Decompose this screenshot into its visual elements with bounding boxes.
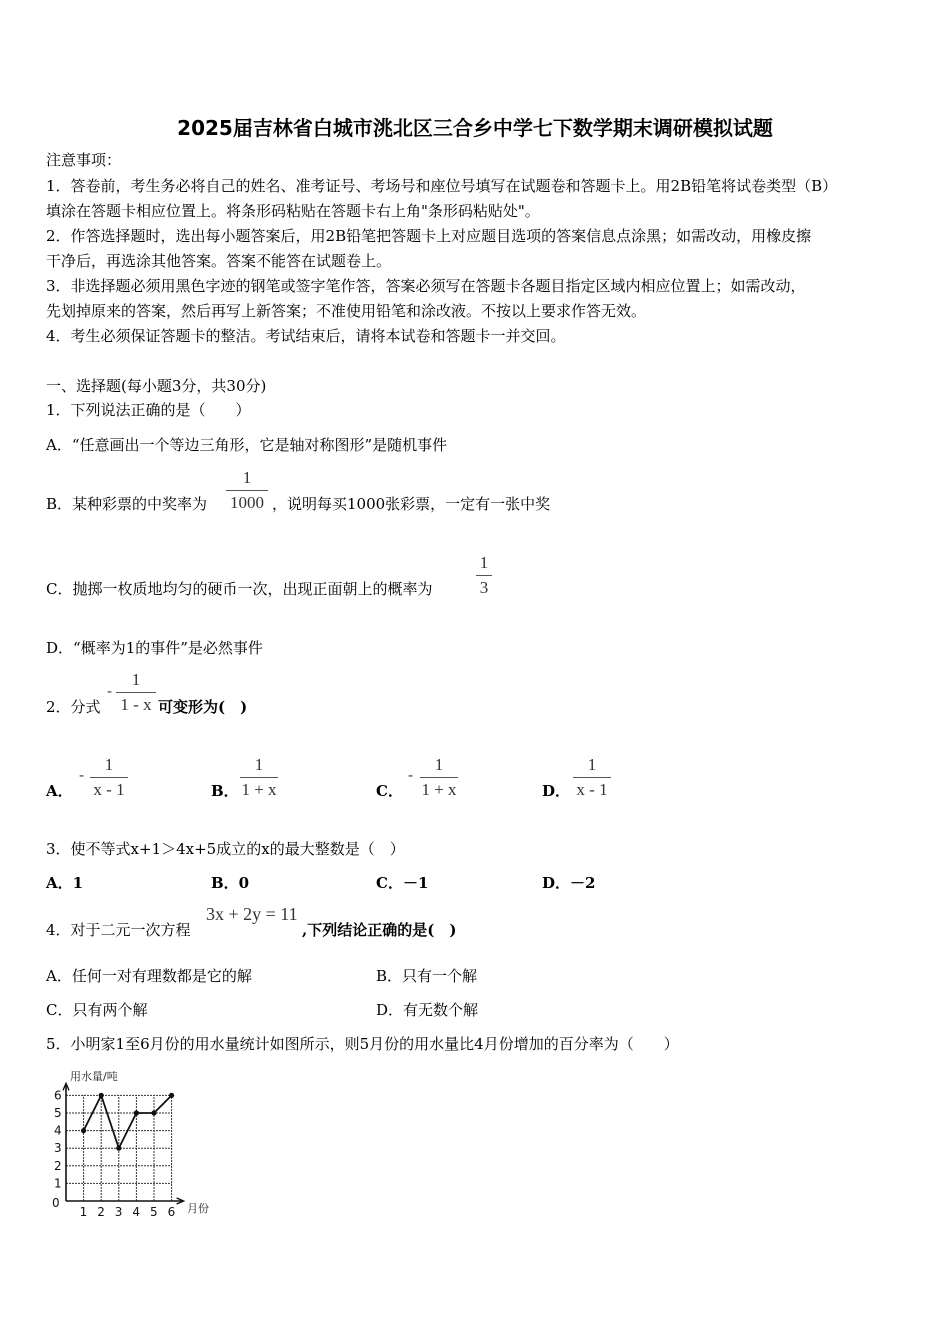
chart-y-axis-label: 用水量/吨 [70,1070,118,1083]
fraction-numerator: 1 [479,553,489,572]
data-point [99,1093,104,1098]
y-tick-label: 0 [52,1196,60,1210]
y-tick-label: 1 [54,1176,62,1191]
fraction-denominator: 1 + x [421,780,457,799]
x-tick-label: 1 [79,1205,88,1219]
question-2-prefix: 2．分式 [46,698,101,716]
y-tick-label: 3 [54,1141,62,1156]
fraction-denominator: 1 - x [120,695,152,714]
data-point [134,1110,139,1115]
question-1-option-d: D．“概率为1的事件”是必然事件 [46,639,263,657]
x-tick-label: 5 [150,1205,158,1219]
x-tick-label: 4 [132,1205,141,1219]
question-2-option-a-sign: - [79,766,85,784]
notice-line: 3．非选择题必须用黑色字迹的钢笔或签字笔作答，答案必须写在答题卡各题目指定区域内相应位置上；如需改动， [46,277,806,295]
question-2-suffix: 可变形为( ) [158,698,248,716]
data-point [81,1128,86,1133]
question-3-stem: 3．使不等式x+1＞4x+5成立的x的最大整数是（ ） [46,840,405,858]
question-5-stem: 5．小明家1至6月份的用水量统计如图所示，则5月份的用水量比4月份增加的百分率为（ ） [46,1035,679,1053]
y-tick-label: 2 [54,1158,62,1173]
section-heading: 一、选择题(每小题3分，共30分) [46,377,267,395]
y-tick-label: 4 [54,1123,62,1138]
question-2-option-c-label: C． [376,782,403,800]
notice-line: 干净后，再选涂其他答案。答案不能答在试题卷上。 [46,252,392,270]
question-1-option-c-fraction [476,553,492,598]
notice-heading: 注意事项： [46,151,122,169]
question-1-option-b-suffix: ，说明每买1000张彩票，一定有一张中奖 [272,495,551,513]
x-tick-label: 2 [97,1205,105,1219]
question-4-prefix: 4．对于二元一次方程 [46,921,191,939]
question-1-option-a: A．“任意画出一个等边三角形，它是轴对称图形”是随机事件 [46,436,448,454]
notice-line: 2．作答选择题时，选出每小题答案后，用2B铅笔把答题卡上对应题目选项的答案信息点涂黑；如需改动，用橡皮擦 [46,227,812,245]
water-usage-line [84,1095,172,1148]
fraction-numerator: 1 [587,755,597,774]
fraction-numerator: 1 [434,755,444,774]
fraction-numerator: 1 [131,670,141,689]
question-1-option-b-fraction [226,468,268,513]
data-point [169,1093,174,1098]
water-usage-chart [40,1062,230,1222]
notice-line: 填涂在答题卡相应位置上。将条形码粘贴在答题卡右上角"条形码粘贴处"。 [46,202,540,220]
question-4-equation: 3x + 2y = 11 [206,904,298,924]
question-4-option-a: A．任何一对有理数都是它的解 [46,967,252,985]
fraction-denominator: x - 1 [93,780,125,799]
question-4-option-c: C．只有两个解 [46,1001,148,1019]
fraction-numerator: 1 [104,755,114,774]
notice-line: 1．答卷前，考生务必将自己的姓名、准考证号、考场号和座位号填写在试题卷和答题卡上。用2B铅笔将试卷类型（B） [46,177,838,195]
question-1-stem: 1．下列说法正确的是（ ） [46,401,251,419]
question-2-option-c-sign: - [408,766,414,784]
question-2-option-d-fraction [573,755,611,800]
fraction-denominator: 1 + x [241,780,277,799]
question-2-option-b-fraction [240,755,278,800]
question-1-option-c-prefix: C．抛掷一枚质地均匀的硬币一次，出现正面朝上的概率为 [46,580,433,598]
notice-line: 4．考生必须保证答题卡的整洁。考试结束后，请将本试卷和答题卡一并交回。 [46,327,566,345]
x-tick-label: 3 [114,1205,123,1219]
question-3-option-b: B．0 [211,874,250,892]
fraction-denominator: x - 1 [576,780,608,799]
question-2-minus-sign: - [107,682,113,700]
question-4-suffix: ,下列结论正确的是( ) [302,921,457,939]
question-3-option-c: C．－1 [376,874,429,892]
y-tick-label: 6 [54,1088,62,1103]
question-1-option-b-prefix: B．某种彩票的中奖率为 [46,495,208,513]
question-2-option-a-fraction [90,755,128,800]
fraction-denominator: 3 [479,578,489,597]
question-2-fraction [116,670,156,715]
chart-ticks [52,1088,175,1219]
y-tick-label: 5 [54,1106,62,1120]
question-2-option-b-label: B． [211,782,239,800]
page-title: 2025届吉林省白城市洮北区三合乡中学七下数学期末调研模拟试题 [177,116,773,140]
question-2-option-a-label: A． [46,782,73,800]
question-4-option-d: D．有无数个解 [376,1001,479,1019]
question-3-option-d: D．－2 [542,874,596,892]
fraction-denominator: 1000 [230,493,264,512]
x-tick-label: 6 [167,1205,176,1219]
question-2-option-d-label: D． [542,782,571,800]
chart-x-axis-label: 月份 [187,1202,209,1215]
question-3-option-a: A．1 [46,874,84,892]
question-2-option-c-fraction [420,755,458,800]
fraction-numerator: 1 [242,468,252,487]
fraction-numerator: 1 [254,755,264,774]
notice-line: 先划掉原来的答案，然后再写上新答案；不准使用铅笔和涂改液。不按以上要求作答无效。 [46,302,647,320]
data-point [116,1146,121,1151]
question-4-option-b: B．只有一个解 [376,967,478,985]
chart-series [81,1093,174,1151]
data-point [151,1110,156,1115]
